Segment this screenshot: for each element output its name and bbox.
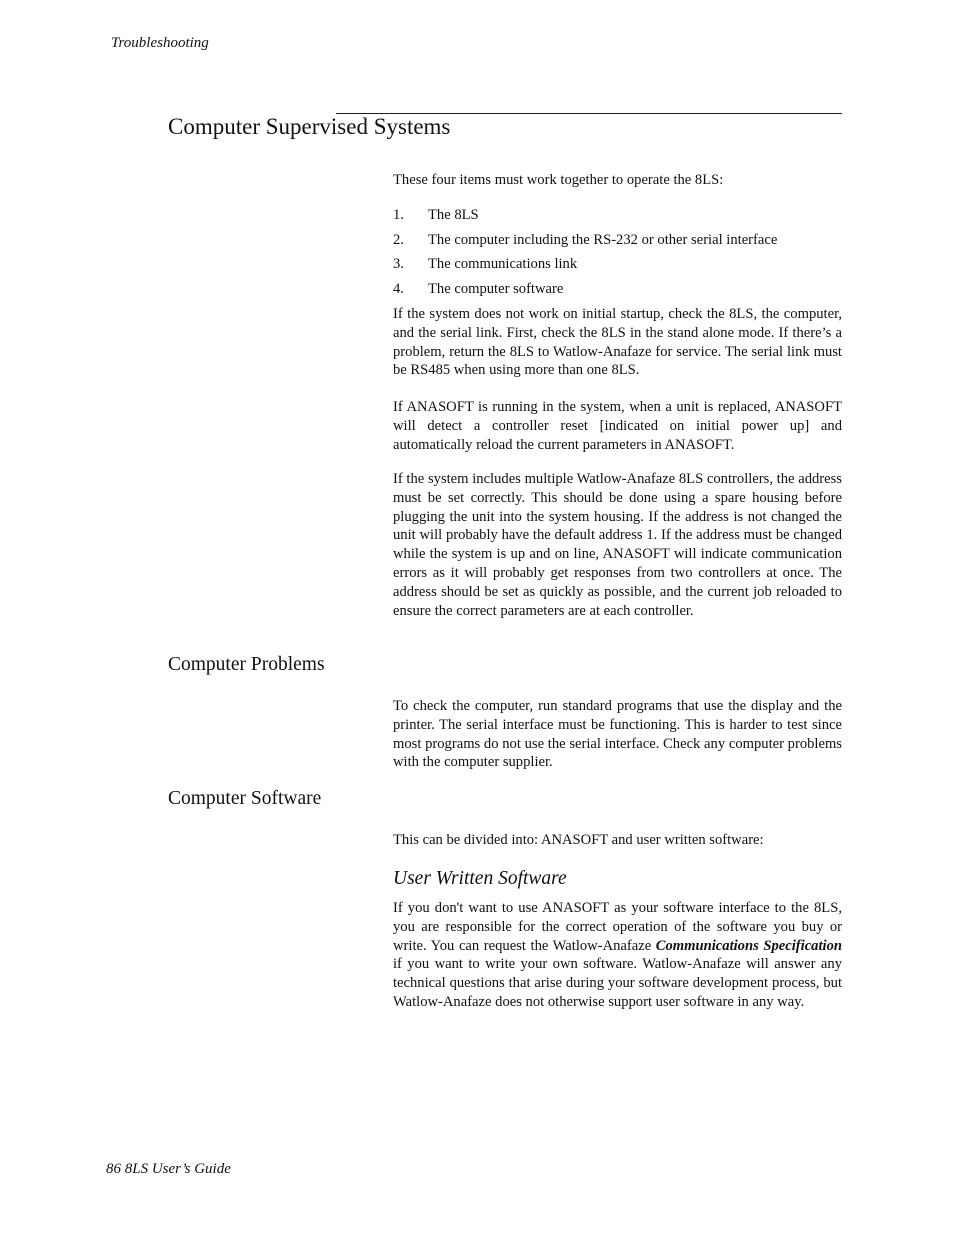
intro-paragraph: These four items must work together to operate the 8LS:	[393, 172, 724, 188]
paragraph-text: if you want to write your own software. Watlow-Anafaze will answer any technical questions that arise during your software development process, but Watlow-Anafaze does not otherwise support user software in any way.	[393, 956, 842, 1010]
list-item	[393, 255, 842, 274]
running-head: Troubleshooting	[111, 35, 209, 51]
list-item	[393, 231, 842, 250]
computer-problems-paragraph: To check the computer, run standard programs that use the display and the printer. The serial interface must be functioning. This is harder to test since most programs do not use the serial interface. Check any computer problems with the computer supplier.	[393, 698, 842, 771]
list-number: 1.	[393, 207, 404, 223]
list-number: 4.	[393, 281, 404, 297]
page-footer: 86 8LS User’s Guide	[106, 1161, 231, 1177]
list-number: 3.	[393, 256, 404, 272]
list-item	[393, 206, 842, 225]
emphasis-communications-specification: Communications Specification	[655, 937, 843, 954]
address-paragraph: If the system includes multiple Watlow-Anafaze 8LS controllers, the address must be set correctly. This should be done using a spare housing before plugging the unit into the system housing. If the address is not changed the unit will probably have the default address 1. If the address must be changed while the system is up and on line, ANASOFT will indicate communication errors as it will probably get responses from two controllers at once. The address should be set as quickly as possible, and the current job reloaded to ensure the correct parameters are at each controller.	[393, 471, 842, 619]
list-text: The communications link	[428, 256, 578, 272]
list-number: 2.	[393, 232, 404, 248]
user-software-paragraph	[393, 899, 842, 1012]
paragraph-text: If you don't want to use ANASOFT as your software interface to the 8LS, you are responsible for the correct operation of the software you buy or write. You can request the Watlow-Anafaze	[393, 900, 842, 954]
section-title-computer-problems: Computer Problems	[168, 654, 325, 675]
anasoft-paragraph: If ANASOFT is running in the system, when a unit is replaced, ANASOFT will detect a controller reset [indicated on initial power up] and automatically reload the current parameters in ANASOFT.	[393, 399, 842, 453]
list-text: The computer software	[428, 281, 564, 297]
list-text: The computer including the RS-232 or other serial interface	[428, 232, 778, 248]
list-item	[393, 280, 842, 299]
list-text: The 8LS	[428, 207, 479, 223]
section-title-computer-software: Computer Software	[168, 788, 322, 809]
section-title-computer-supervised-systems: Computer Supervised Systems	[168, 114, 451, 139]
startup-paragraph: If the system does not work on initial startup, check the 8LS, the computer, and the serial link. First, check the 8LS in the stand alone mode. If there’s a problem, return the 8LS to Watlow-Anafaze for service. The serial link must be RS485 when using more than one 8LS.	[393, 306, 842, 379]
subheading-user-written-software: User Written Software	[393, 868, 567, 889]
software-intro-paragraph: This can be divided into: ANASOFT and user written software:	[393, 832, 764, 848]
